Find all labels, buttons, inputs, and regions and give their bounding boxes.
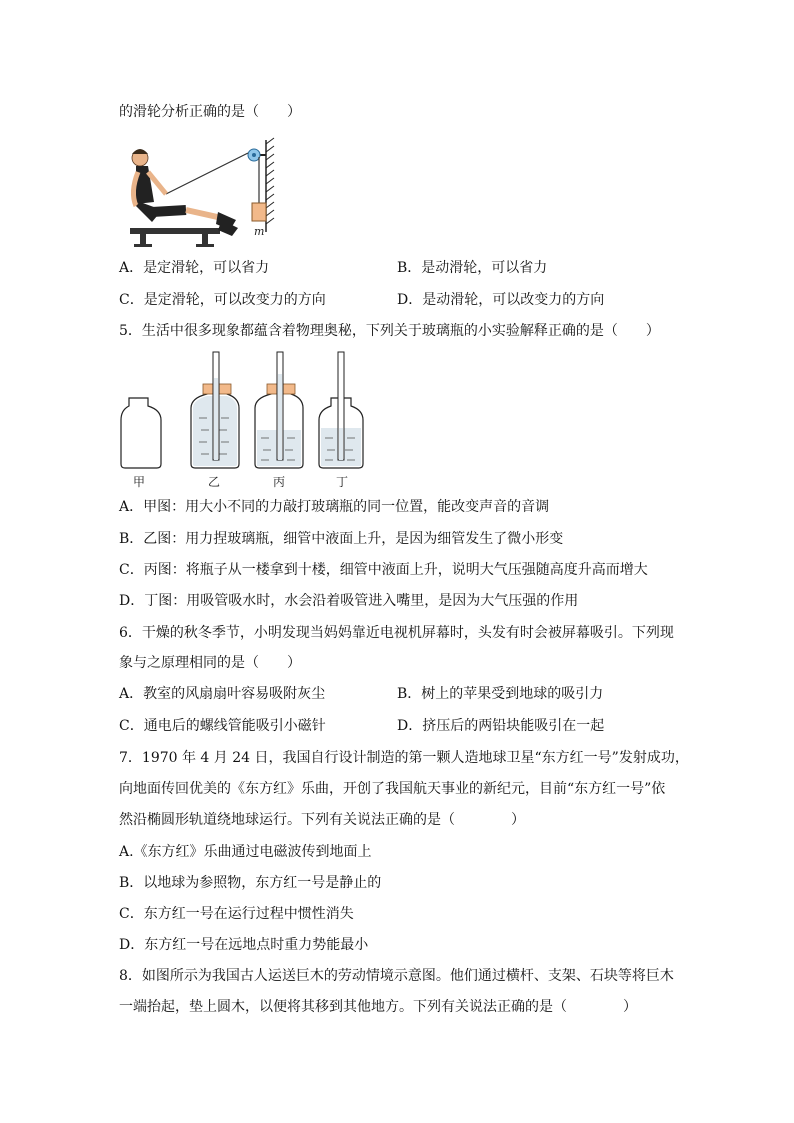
q4-option-c: C．是定滑轮，可以改变力的方向 xyxy=(119,292,326,308)
q4-pulley-figure xyxy=(126,132,286,250)
q5-bottle-figure xyxy=(115,348,375,490)
fig-label-ding: 丁 xyxy=(336,475,349,489)
q7-stem-line1: 7．1970 年 4 月 24 日，我国自行设计制造的第一颗人造地球卫星“东方红一号”发射成功， xyxy=(119,750,689,766)
q4-stem-tail: 的滑轮分析正确的是（ ） xyxy=(119,104,301,120)
q7-option-d: D．东方红一号在远地点时重力势能最小 xyxy=(119,937,369,953)
q5-option-b: B．乙图：用力捏玻璃瓶，细管中液面上升，是因为细管发生了微小形变 xyxy=(119,531,564,547)
q7-option-c: C．东方红一号在运行过程中惯性消失 xyxy=(119,906,354,922)
fig-label-bing: 丙 xyxy=(273,475,286,489)
q8-stem-line2: 一端抬起，垫上圆木，以便将其移到其他地方。下列有关说法正确的是（ ） xyxy=(119,999,637,1015)
q6-option-d: D．挤压后的两铅块能吸引在一起 xyxy=(397,718,605,734)
q6-option-a: A．教室的风扇扇叶容易吸附灰尘 xyxy=(119,686,326,702)
q8-stem-line1: 8．如图所示为我国古人运送巨木的劳动情境示意图。他们通过横杆、支架、石块等将巨木 xyxy=(119,968,674,984)
fig-label-jia: 甲 xyxy=(133,475,146,489)
q4-option-b: B．是动滑轮，可以省力 xyxy=(397,260,548,276)
q5-stem: 5．生活中很多现象都蕴含着物理奥秘，下列关于玻璃瓶的小实验解释正确的是（ ） xyxy=(119,323,660,339)
q7-option-a: A.《东方红》乐曲通过电磁波传到地面上 xyxy=(119,844,372,860)
q4-option-d: D．是动滑轮，可以改变力的方向 xyxy=(397,292,605,308)
q7-stem-line3: 然沿椭圆形轨道绕地球运行。下列有关说法正确的是（ ） xyxy=(119,812,525,828)
q5-option-d: D．丁图：用吸管吸水时，水会沿着吸管进入嘴里，是因为大气压强的作用 xyxy=(119,593,579,609)
fig-label-yi: 乙 xyxy=(208,475,221,489)
q5-option-a: A．甲图：用大小不同的力敲打玻璃瓶的同一位置，能改变声音的音调 xyxy=(119,499,550,515)
q6-stem-line1: 6．干燥的秋冬季节，小明发现当妈妈靠近电视机屏幕时，头发有时会被屏幕吸引。下列现 xyxy=(119,625,674,641)
q5-option-c: C．丙图：将瓶子从一楼拿到十楼，细管中液面上升，说明大气压强随高度升高而增大 xyxy=(119,562,648,578)
q6-option-b: B．树上的苹果受到地球的吸引力 xyxy=(397,686,604,702)
q6-stem-line2: 象与之原理相同的是（ ） xyxy=(119,655,301,671)
q7-stem-line2: 向地面传回优美的《东方红》乐曲，开创了我国航天事业的新纪元，目前“东方红一号”依 xyxy=(119,781,666,797)
mass-label: m xyxy=(254,225,265,238)
q6-option-c: C．通电后的螺线管能吸引小磁针 xyxy=(119,718,326,734)
q7-option-b: B．以地球为参照物，东方红一号是静止的 xyxy=(119,875,382,891)
q4-option-a: A．是定滑轮，可以省力 xyxy=(119,260,270,276)
